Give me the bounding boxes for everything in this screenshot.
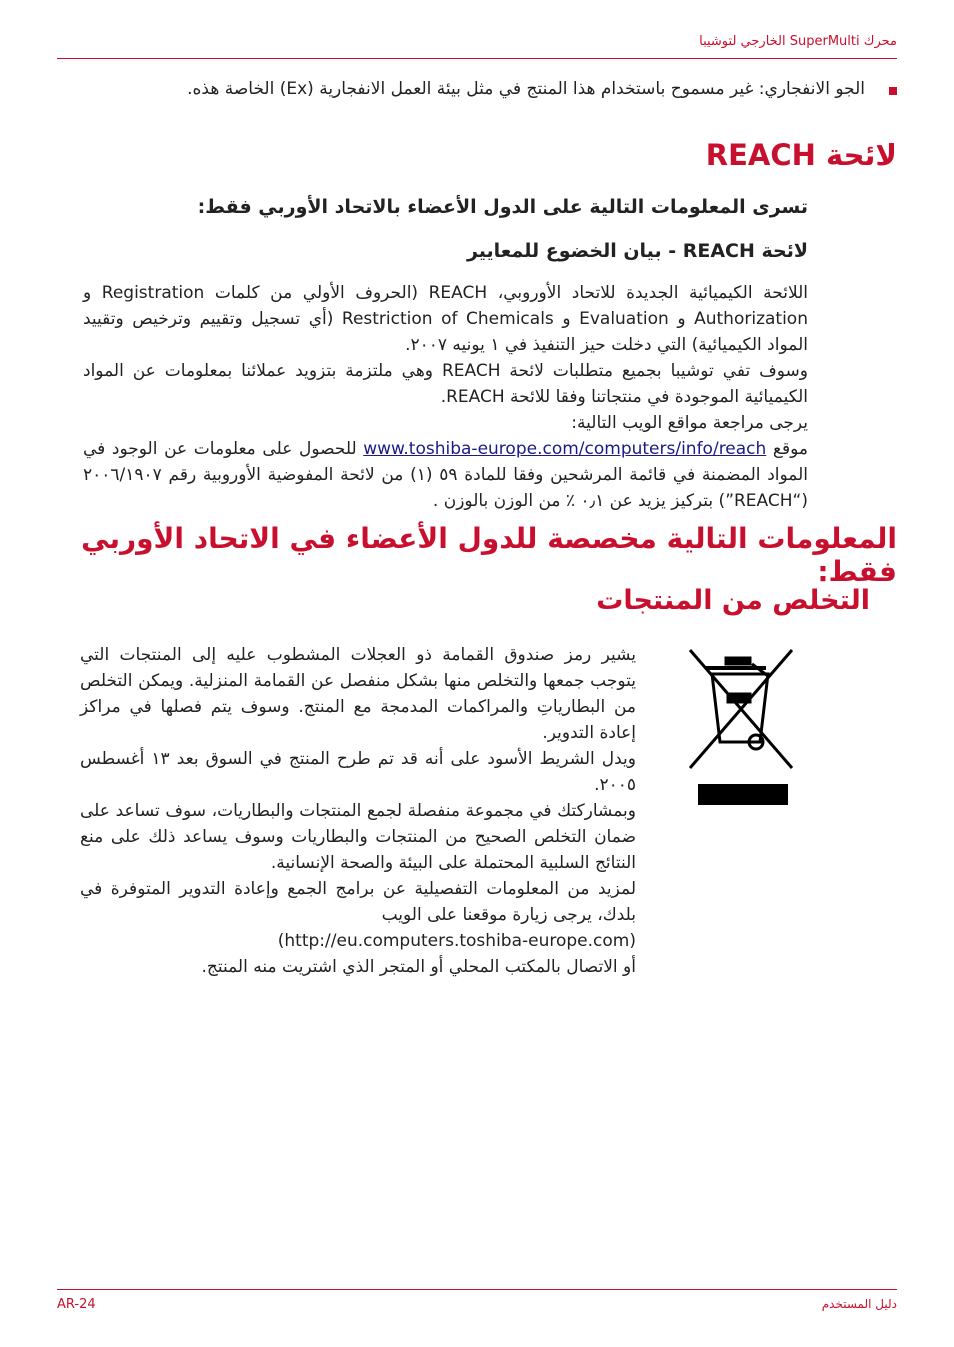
bullet-square-icon — [889, 87, 897, 95]
bullet-text: الجو الانفجاري: غير مسموح باستخدام هذا المنتج في مثل بيئة العمل الانفجارية (Ex) الخاصة هذه. — [187, 79, 865, 99]
footer-rule — [57, 1289, 897, 1290]
disposal-body — [80, 642, 636, 980]
reach-subtitle-compliance: لائحة REACH - بيان الخضوع للمعايير — [466, 240, 808, 262]
eu-only-heading: المعلومات التالية مخصصة للدول الأعضاء في الاتحاد الأوربي فقط: — [81, 522, 897, 588]
reach-body — [83, 280, 808, 514]
reach-link[interactable]: www.toshiba-europe.com/computers/info/reach — [363, 439, 767, 459]
reach-para4-suffix: للحصول على معلومات عن الوجود في المواد المضمنة في قائمة المرشحين وفقا للمادة ٥٩ (١) من لائحة المفوضية الأوروبية رقم ٢٠٠٦/١٩٠٧ (“REACH”) بتركيز يزيد عن ٠٫١ ٪ من الوزن بالوزن . — [83, 439, 808, 511]
disposal-heading: التخلص من المنتجات — [596, 585, 870, 616]
black-bar-marker — [698, 784, 788, 805]
reach-subtitle-eu: تسرى المعلومات التالية على الدول الأعضاء بالاتحاد الأوربي فقط: — [197, 196, 808, 218]
header-title: محرك SuperMulti الخارجي لتوشيبا — [699, 34, 897, 49]
bullet-item — [77, 78, 897, 101]
reach-paragraph-4 — [83, 436, 808, 514]
reach-paragraph-2: وسوف تفي توشيبا بجميع متطلبات لائحة REACH وهي ملتزمة بتزويد عملائنا بمعلومات عن المواد الكيميائية الموجودة في منتجاتنا وفقا للائحة REACH. — [83, 361, 809, 407]
reach-paragraph-1: اللائحة الكيميائية الجديدة للاتحاد الأوروبي، REACH (الحروف الأولي من كلمات Registration و Authorization و Evaluation و Restriction of Chemicals (أي تسجيل وتقييم وترخيص وتقييد المواد الكيميائية) التي دخلت حيز التنفيذ في ١ يونيه ٢٠٠٧. — [83, 283, 808, 355]
disposal-paragraph-4: لمزيد من المعلومات التفصيلية عن برامج الجمع وإعادة التدوير المتوفرة في بلدك، يرجى زيارة موقعنا على الويب — [80, 879, 636, 925]
footer-guide-label: دليل المستخدم — [821, 1297, 897, 1311]
reach-para4-prefix: موقع — [766, 439, 808, 459]
disposal-paragraph-1: يشير رمز صندوق القمامة ذو العجلات المشطوب عليه إلى المنتجات التي يتوجب جمعها والتخلص منها بشكل منفصل عن القمامة المنزلية. ويمكن التخلص من البطارياتِ والمراكمات المدمجة مع المنتج. وسوف يتم فصلها في مراكز إعادة التدوير. — [80, 645, 636, 743]
page-header — [57, 30, 897, 59]
disposal-paragraph-5: أو الاتصال بالمكتب المحلي أو المتجر الذي اشتريت منه المنتج. — [201, 957, 636, 977]
disposal-paragraph-3: وبمشاركتك في مجموعة منفصلة لجمع المنتجات والبطاريات، سوف تساعد على ضمان التخلص الصحيح من المنتجات والبطاريات وسوف يساعد ذلك على منع النتائج السلبية المحتملة على البيئة والصحة الإنسانية. — [80, 801, 636, 873]
reach-heading: لائحة REACH — [705, 138, 897, 172]
disposal-url[interactable]: (http://eu.computers.toshiba-europe.com) — [277, 931, 636, 951]
footer-page-number: AR-24 — [57, 1297, 96, 1312]
disposal-paragraph-2: ويدل الشريط الأسود على أنه قد تم طرح المنتج في السوق بعد ١٣ أغسطس ٢٠٠٥. — [80, 749, 636, 795]
crossed-out-wheelie-bin-icon — [682, 646, 798, 772]
reach-paragraph-3: يرجى مراجعة مواقع الويب التالية: — [571, 413, 808, 433]
